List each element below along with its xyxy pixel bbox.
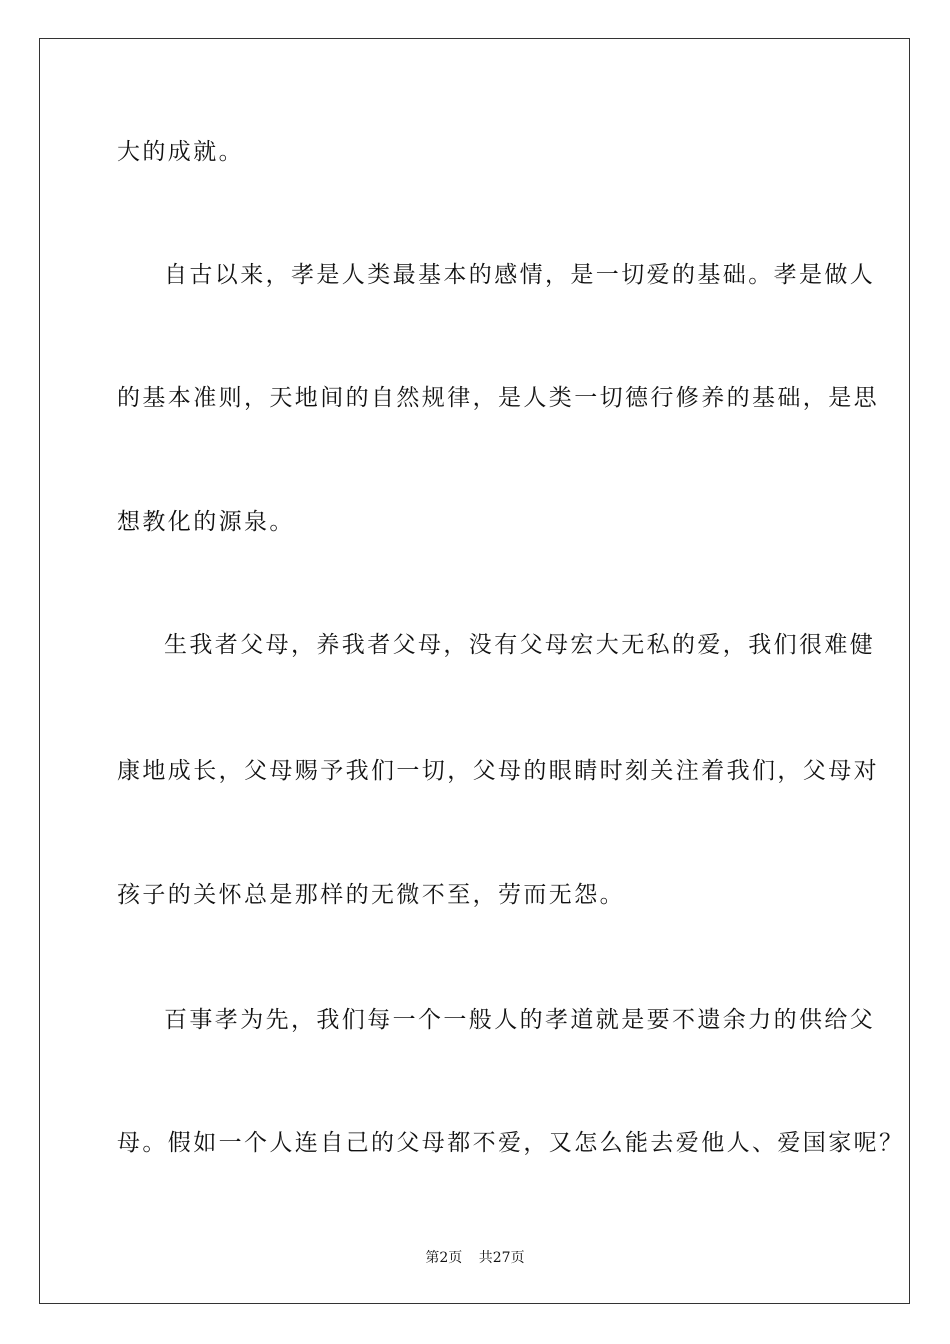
page-number: 第2页	[425, 1250, 463, 1266]
paragraph-start-line: 百事孝为先，我们每一个一般人的孝道就是要不遗余力的供给父	[164, 1007, 876, 1033]
text-line: 的基本准则，天地间的自然规律，是人类一切德行修养的基础，是思	[117, 385, 879, 411]
text-line: 孩子的关怀总是那样的无微不至，劳而无怨。	[117, 882, 625, 908]
text-line: 想教化的源泉。	[117, 509, 295, 535]
text-line: 康地成长，父母赐予我们一切，父母的眼睛时刻关注着我们，父母对	[117, 758, 879, 784]
paragraph-start-line: 生我者父母，养我者父母，没有父母宏大无私的爱，我们很难健	[164, 632, 876, 658]
text-line: 母。假如一个人连自己的父母都不爱，又怎么能去爱他人、爱国家呢？	[117, 1130, 905, 1156]
total-pages: 共27页	[478, 1250, 525, 1266]
paragraph-start-line: 自古以来，孝是人类最基本的感情，是一切爱的基础。孝是做人	[164, 262, 876, 288]
page-border	[39, 38, 910, 1304]
text-line: 大的成就。	[117, 139, 244, 165]
page-footer	[0, 1247, 950, 1267]
